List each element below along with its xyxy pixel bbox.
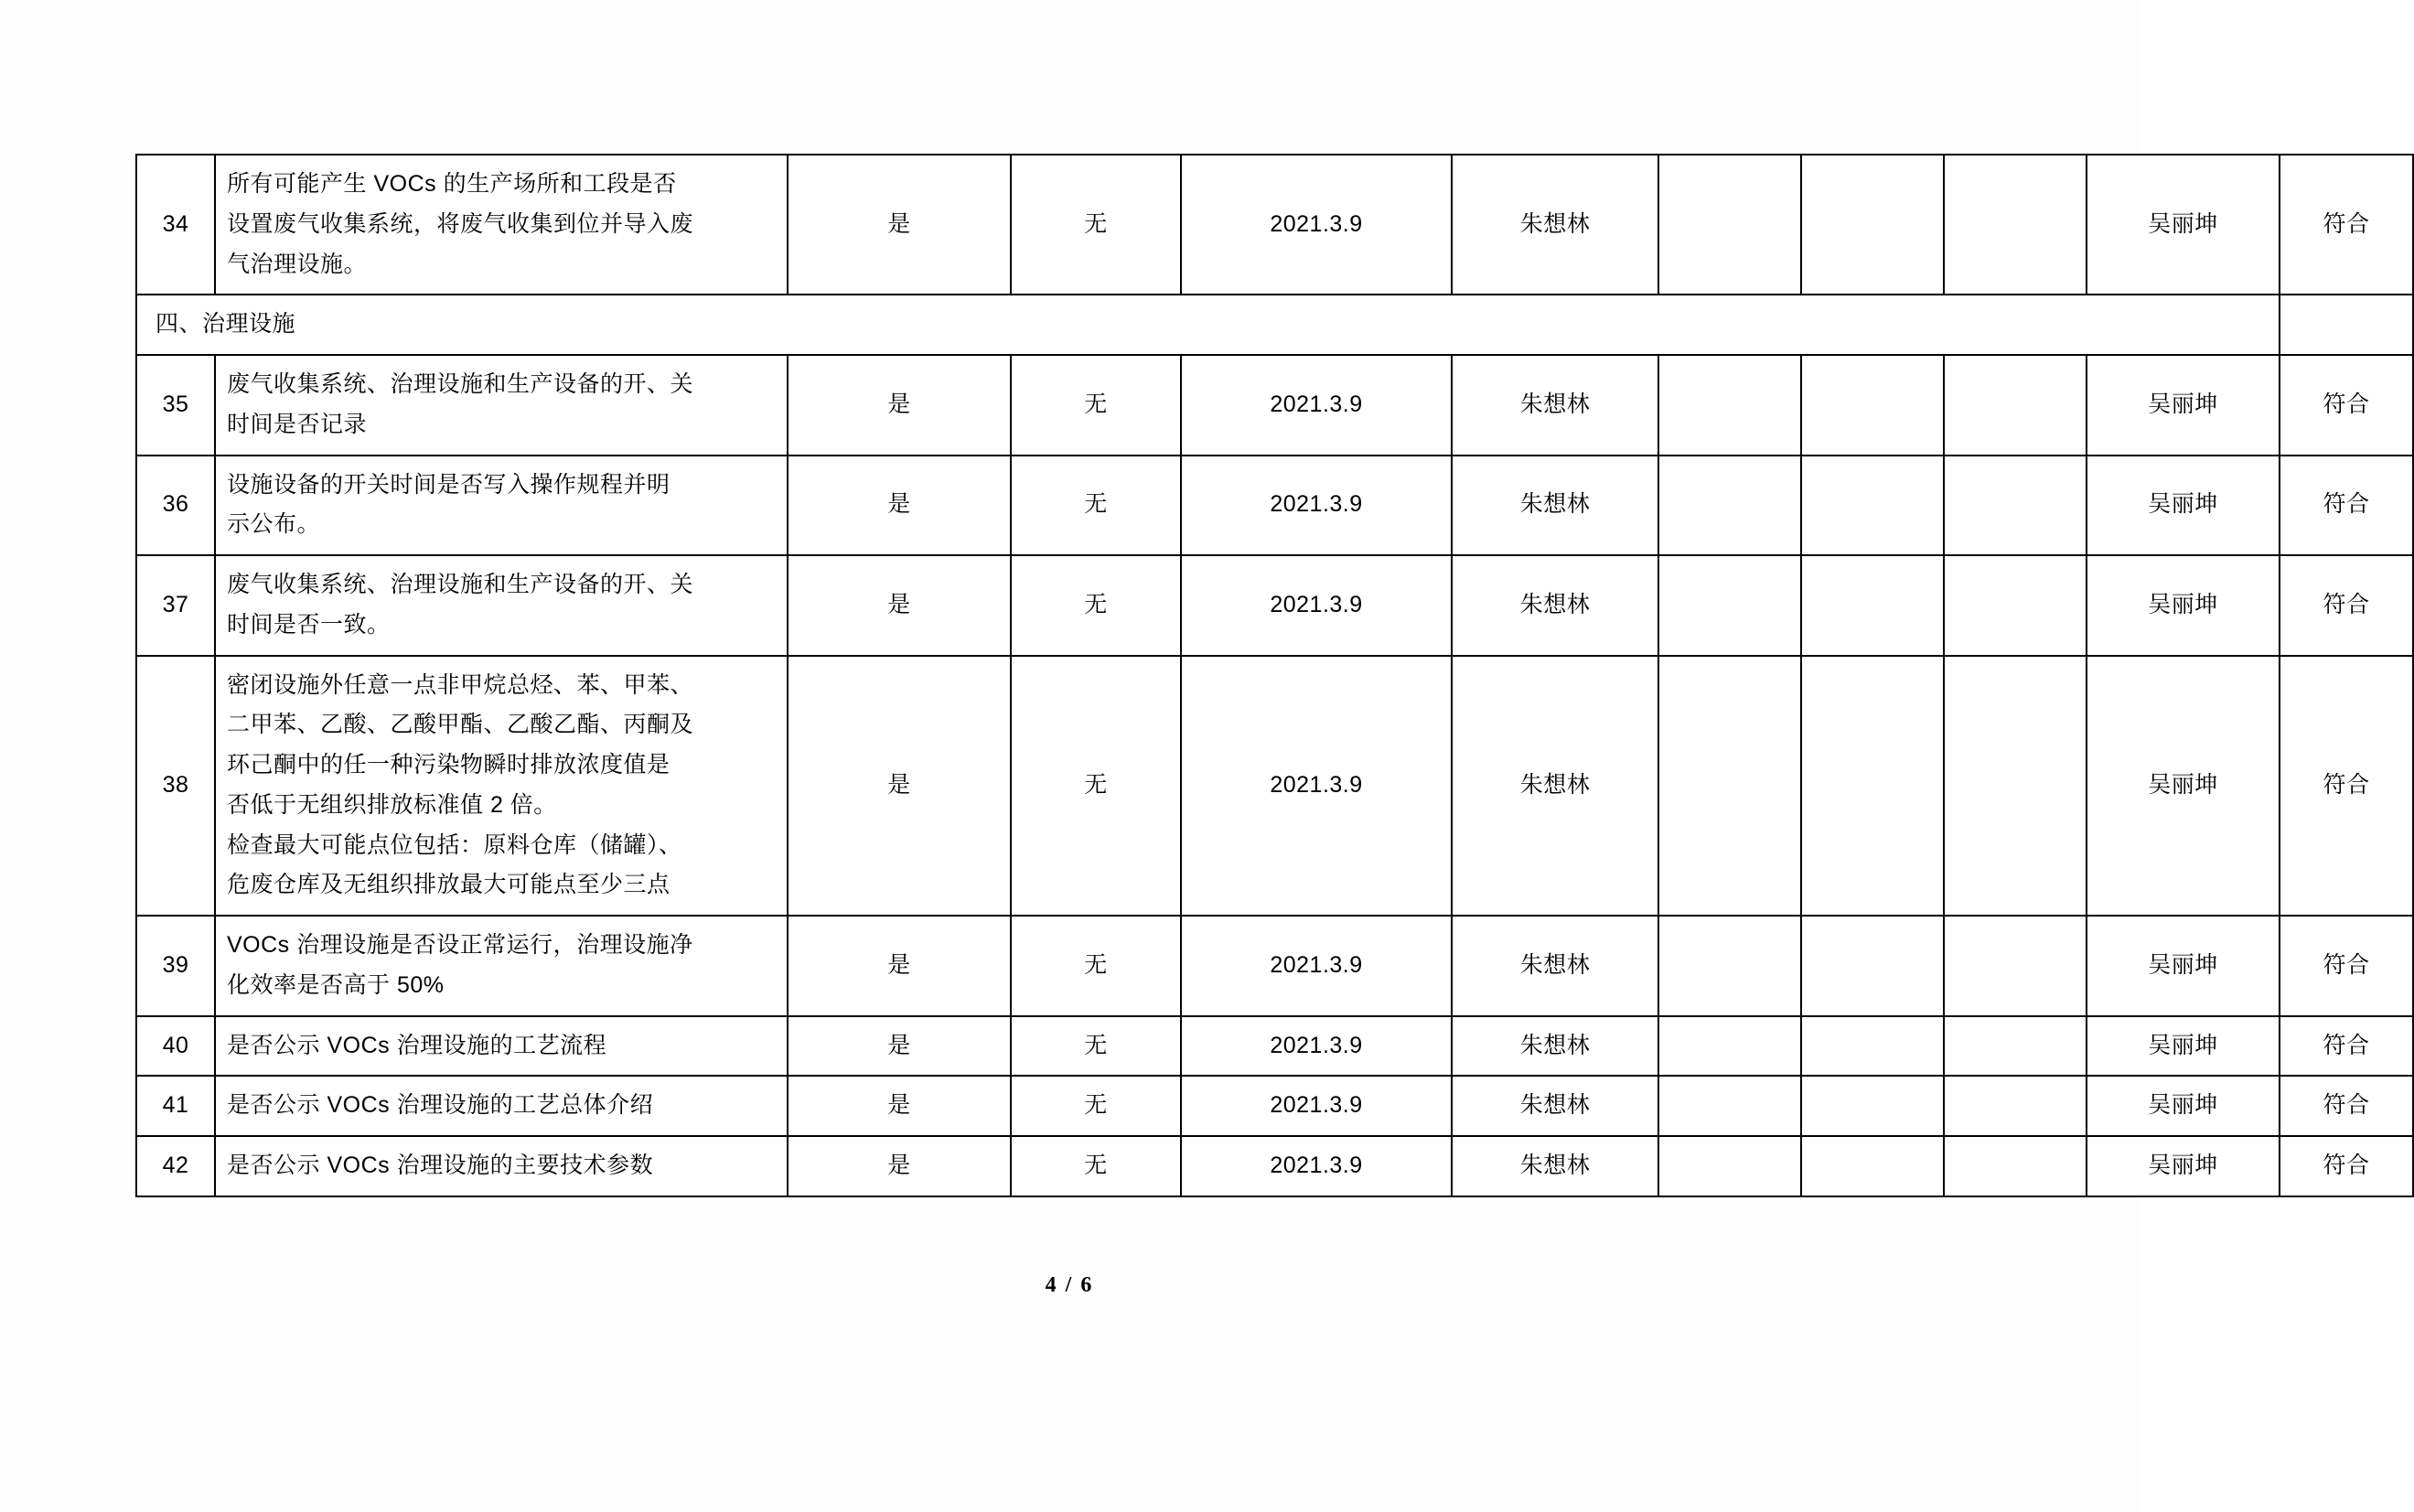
checklist-table-body [136, 155, 2413, 1196]
row-yes: 是 [788, 656, 1011, 917]
row-index: 37 [136, 555, 215, 656]
row-yes: 是 [788, 155, 1011, 295]
row-item [215, 355, 788, 456]
row-blank-2 [1801, 656, 1944, 917]
row-yes: 是 [788, 1076, 1011, 1136]
row-blank-3 [1944, 1076, 2087, 1136]
row-checker: 吴丽坤 [2087, 355, 2280, 456]
row-index: 40 [136, 1016, 215, 1077]
row-blank-1 [1658, 155, 1801, 295]
item-line: 时间是否记录 [227, 411, 368, 437]
table-row [136, 1076, 2413, 1136]
item-line: 二甲苯、乙酸、乙酸甲酯、乙酸乙酯、丙酮及 [227, 712, 694, 738]
row-result: 符合 [2280, 656, 2413, 917]
item-line: 设置废气收集系统，将废气收集到位并导入废 [227, 210, 694, 237]
row-index: 35 [136, 355, 215, 456]
row-none: 无 [1011, 656, 1181, 917]
row-index: 38 [136, 656, 215, 917]
row-yes: 是 [788, 1136, 1011, 1196]
item-line: 示公布。 [227, 511, 321, 538]
row-none: 无 [1011, 1136, 1181, 1196]
row-date: 2021.3.9 [1181, 1076, 1452, 1136]
row-name: 朱想林 [1452, 1076, 1658, 1136]
row-item [215, 1016, 788, 1077]
row-checker: 吴丽坤 [2087, 916, 2280, 1016]
row-blank-2 [1801, 1016, 1944, 1077]
item-line: 设施设备的开关时间是否写入操作规程并明 [227, 471, 671, 498]
row-index: 39 [136, 916, 215, 1016]
row-result: 符合 [2280, 1076, 2413, 1136]
page-footer: 4 / 6 [1045, 1273, 1094, 1297]
row-index: 41 [136, 1076, 215, 1136]
row-blank-1 [1658, 656, 1801, 917]
row-blank-2 [1801, 456, 1944, 556]
item-line: 是否公示 VOCs 治理设施的主要技术参数 [227, 1153, 654, 1178]
row-date: 2021.3.9 [1181, 555, 1452, 656]
row-item [215, 555, 788, 656]
row-blank-1 [1658, 1076, 1801, 1136]
row-blank-1 [1658, 1136, 1801, 1196]
row-index: 34 [136, 155, 215, 295]
row-date: 2021.3.9 [1181, 1136, 1452, 1196]
item-line: 检查最大可能点位包括：原料仓库（储罐）、 [227, 831, 682, 858]
table-section-row [136, 295, 2413, 355]
row-result: 符合 [2280, 355, 2413, 456]
row-yes: 是 [788, 916, 1011, 1016]
row-date: 2021.3.9 [1181, 916, 1452, 1016]
row-blank-2 [1801, 916, 1944, 1016]
row-result: 符合 [2280, 456, 2413, 556]
row-blank-1 [1658, 456, 1801, 556]
row-none: 无 [1011, 155, 1181, 295]
row-blank-3 [1944, 355, 2087, 456]
row-index: 42 [136, 1136, 215, 1196]
row-name: 朱想林 [1452, 456, 1658, 556]
item-line: 化效率是否高于 50% [227, 971, 445, 998]
table-row [136, 355, 2413, 456]
row-none: 无 [1011, 1016, 1181, 1077]
row-item [215, 1076, 788, 1136]
row-index: 36 [136, 456, 215, 556]
row-name: 朱想林 [1452, 155, 1658, 295]
row-date: 2021.3.9 [1181, 656, 1452, 917]
item-line: 环己酮中的任一种污染物瞬时排放浓度值是 [227, 752, 671, 777]
row-blank-3 [1944, 456, 2087, 556]
section-title: 四、治理设施 [136, 295, 2280, 355]
item-line: VOCs 治理设施是否设正常运行，治理设施净 [227, 932, 693, 958]
row-name: 朱想林 [1452, 1016, 1658, 1077]
row-blank-3 [1944, 555, 2087, 656]
row-checker: 吴丽坤 [2087, 555, 2280, 656]
row-date: 2021.3.9 [1181, 355, 1452, 456]
row-result: 符合 [2280, 1136, 2413, 1196]
row-yes: 是 [788, 555, 1011, 656]
row-blank-1 [1658, 1016, 1801, 1077]
section-tail-cell [2280, 295, 2413, 355]
item-line: 废气收集系统、治理设施和生产设备的开、关 [227, 572, 694, 597]
row-none: 无 [1011, 456, 1181, 556]
item-line: 气治理设施。 [227, 251, 368, 277]
row-blank-3 [1944, 656, 2087, 917]
row-checker: 吴丽坤 [2087, 155, 2280, 295]
row-item [215, 155, 788, 295]
table-row [136, 555, 2413, 656]
row-yes: 是 [788, 1016, 1011, 1077]
row-blank-3 [1944, 155, 2087, 295]
item-line: 危废仓库及无组织排放最大可能点至少三点 [227, 872, 671, 898]
row-name: 朱想林 [1452, 355, 1658, 456]
item-line: 废气收集系统、治理设施和生产设备的开、关 [227, 371, 694, 397]
row-blank-2 [1801, 355, 1944, 456]
item-line: 是否公示 VOCs 治理设施的工艺总体介绍 [227, 1092, 654, 1119]
row-blank-1 [1658, 355, 1801, 456]
row-blank-2 [1801, 555, 1944, 656]
row-item [215, 456, 788, 556]
row-blank-1 [1658, 555, 1801, 656]
row-blank-3 [1944, 1016, 2087, 1077]
row-item [215, 656, 788, 917]
row-blank-1 [1658, 916, 1801, 1016]
row-none: 无 [1011, 916, 1181, 1016]
item-line: 是否公示 VOCs 治理设施的工艺流程 [227, 1032, 607, 1058]
row-date: 2021.3.9 [1181, 456, 1452, 556]
row-checker: 吴丽坤 [2087, 1076, 2280, 1136]
item-line: 时间是否一致。 [227, 611, 391, 638]
row-checker: 吴丽坤 [2087, 1136, 2280, 1196]
item-line: 所有可能产生 VOCs 的生产场所和工段是否 [227, 171, 677, 197]
checklist-table [135, 154, 2414, 1197]
row-blank-2 [1801, 1136, 1944, 1196]
row-blank-2 [1801, 1076, 1944, 1136]
row-checker: 吴丽坤 [2087, 456, 2280, 556]
row-result: 符合 [2280, 155, 2413, 295]
row-name: 朱想林 [1452, 916, 1658, 1016]
row-yes: 是 [788, 355, 1011, 456]
row-checker: 吴丽坤 [2087, 1016, 2280, 1077]
table-row [136, 916, 2413, 1016]
row-date: 2021.3.9 [1181, 1016, 1452, 1077]
row-blank-3 [1944, 916, 2087, 1016]
row-yes: 是 [788, 456, 1011, 556]
table-row [136, 456, 2413, 556]
row-name: 朱想林 [1452, 1136, 1658, 1196]
row-none: 无 [1011, 555, 1181, 656]
row-result: 符合 [2280, 555, 2413, 656]
checklist-table-wrapper [135, 154, 2370, 1197]
table-row [136, 1136, 2413, 1196]
table-row [136, 1016, 2413, 1077]
row-none: 无 [1011, 1076, 1181, 1136]
row-name: 朱想林 [1452, 555, 1658, 656]
row-item [215, 1136, 788, 1196]
table-row [136, 656, 2413, 917]
item-line: 否低于无组织排放标准值 2 倍。 [227, 791, 557, 818]
row-result: 符合 [2280, 1016, 2413, 1077]
row-checker: 吴丽坤 [2087, 656, 2280, 917]
row-date: 2021.3.9 [1181, 155, 1452, 295]
row-none: 无 [1011, 355, 1181, 456]
row-name: 朱想林 [1452, 656, 1658, 917]
row-result: 符合 [2280, 916, 2413, 1016]
row-blank-3 [1944, 1136, 2087, 1196]
table-row [136, 155, 2413, 295]
item-line: 密闭设施外任意一点非甲烷总烃、苯、甲苯、 [227, 671, 694, 698]
row-item [215, 916, 788, 1016]
row-blank-2 [1801, 155, 1944, 295]
